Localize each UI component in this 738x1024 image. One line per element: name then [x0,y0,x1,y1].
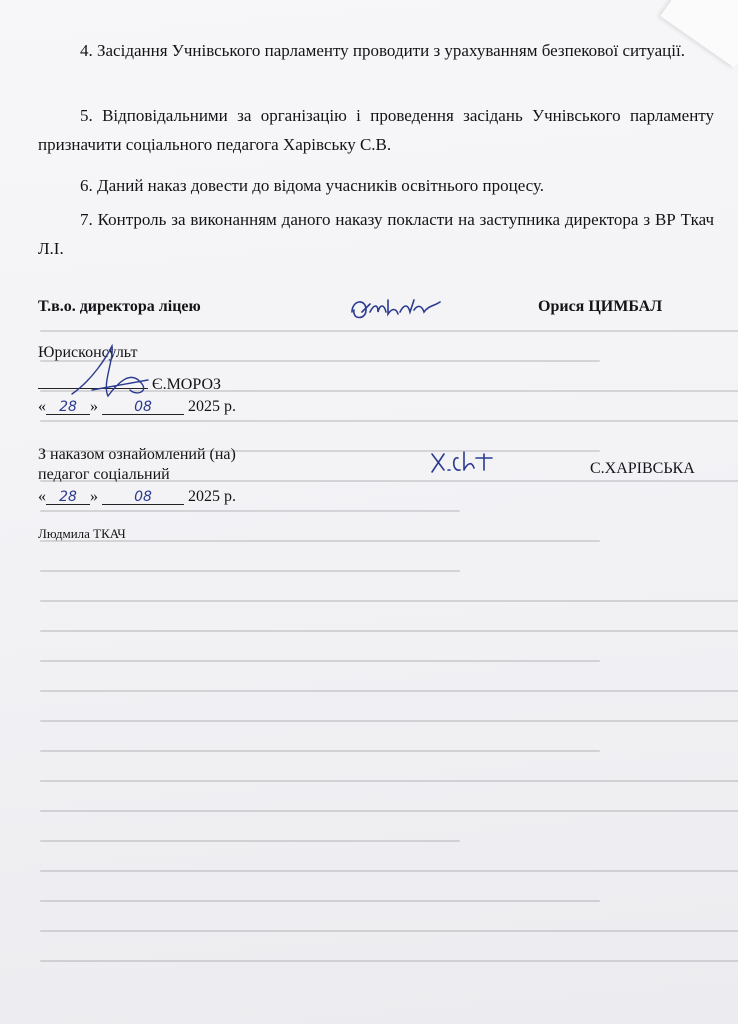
acquainted-name: С.ХАРІВСЬКА [590,460,695,477]
acquainted-title: З наказом ознайомлений (на) [38,446,236,463]
acquainted-date: « 28 » 08 2025 р. [38,488,236,505]
lawyer-signature [62,340,172,404]
acquainted-position: педагог соціальний [38,466,170,483]
lawyer-year: 2025 р. [188,398,236,415]
acquainted-signature [428,448,508,478]
director-title: Т.в.о. директора ліцею [38,298,201,315]
lawyer-date: « 28 » 08 2025 р. [38,398,236,415]
lawyer-title: Юрисконсульт [38,344,138,361]
acquainted-year: 2025 р. [188,488,236,505]
lawyer-month: 08 [134,399,152,415]
acquainted-month: 08 [134,489,152,505]
acquainted-day: 28 [59,489,77,505]
item-5: 5. Відповідальними за організацію і проведення засідань Учнівського парламенту призначити соціального педагога Харівську С.В. [38,106,714,154]
item-4: 4. Засідання Учнівського парламенту проводити з урахуванням безпекової ситуації. [80,41,685,60]
item-7: 7. Контроль за виконанням даного наказу покласти на заступника директора з ВР Ткач Л.І. [38,210,714,258]
executor-name: Людмила ТКАЧ [38,526,126,541]
show-through-text [40,330,738,1024]
lawyer-name: Є.МОРОЗ [152,376,222,393]
lawyer-day: 28 [59,399,77,415]
item-6: 6. Даний наказ довести до відома учасників освітнього процесу. [80,176,545,195]
director-signature [348,290,448,326]
director-name: Орися ЦИМБАЛ [538,298,663,315]
